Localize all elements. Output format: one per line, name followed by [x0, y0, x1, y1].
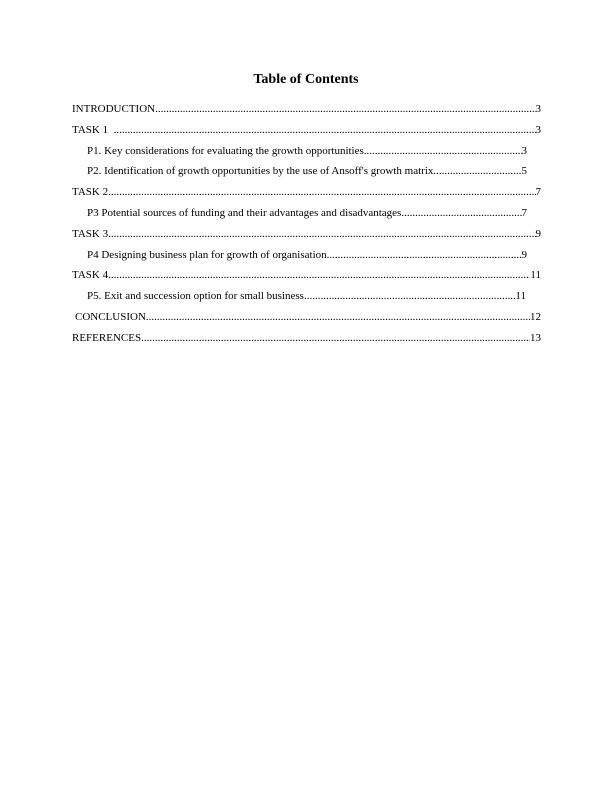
toc-dot-leader	[155, 101, 535, 117]
toc-entry-task-1[interactable]	[0, 122, 612, 143]
toc-entry-label: INTRODUCTION	[72, 103, 156, 115]
toc-entry-introduction[interactable]	[0, 101, 612, 122]
toc-entry-references[interactable]	[0, 330, 612, 351]
toc-entry-label: REFERENCES	[72, 331, 142, 344]
toc-entry-p3[interactable]	[0, 205, 612, 226]
toc-entry-label: P4 Designing business plan for growth of organisation	[87, 248, 327, 261]
toc-entry-page-number: 3	[535, 103, 541, 115]
toc-dot-leader	[114, 122, 536, 138]
toc-entry-task-2[interactable]	[0, 184, 612, 205]
toc-entry-label: P1. Key considerations for evaluating the growth opportunities	[87, 144, 364, 157]
toc-entry-task-3[interactable]	[0, 226, 612, 247]
toc-dot-leader	[327, 247, 522, 263]
toc-entry-label: TASK 4	[72, 269, 109, 282]
toc-entry-page-number: 12	[530, 310, 541, 323]
toc-entry-page-number: 11	[530, 269, 541, 282]
toc-entry-page-number: 7	[521, 206, 527, 219]
table-of-contents	[0, 101, 612, 351]
toc-dot-leader	[146, 309, 530, 325]
toc-dot-leader	[141, 330, 530, 346]
toc-entry-label: CONCLUSION	[75, 310, 146, 323]
toc-entry-p1[interactable]	[0, 143, 612, 164]
toc-entry-page-number: 11	[515, 290, 526, 303]
toc-entry-task-4[interactable]	[0, 267, 612, 288]
toc-entry-label: TASK 2	[72, 186, 109, 199]
toc-dot-leader	[401, 205, 521, 221]
toc-entry-page-number: 9	[535, 227, 541, 240]
toc-entry-conclusion[interactable]	[0, 309, 612, 330]
toc-dot-leader	[108, 184, 535, 200]
toc-dot-leader	[364, 143, 522, 159]
toc-entry-label: P5. Exit and succession option for small business	[87, 290, 304, 303]
toc-entry-page-number: 9	[521, 248, 527, 261]
toc-entry-page-number: 7	[535, 186, 541, 199]
toc-dot-leader	[108, 226, 535, 242]
toc-entry-label: P3 Potential sources of funding and their advantages and disadvantages	[87, 206, 402, 219]
toc-title: Table of Contents	[253, 72, 359, 87]
toc-dot-leader	[433, 163, 521, 179]
toc-entry-page-number: 3	[535, 123, 541, 136]
toc-entry-page-number: 5	[521, 165, 527, 178]
toc-entry-page-number: 13	[530, 331, 541, 344]
toc-entry-label: TASK 1	[72, 123, 114, 136]
toc-entry-p5[interactable]	[0, 288, 612, 309]
toc-entry-p2[interactable]	[0, 163, 612, 184]
toc-entry-label: P2. Identification of growth opportunities by the use of Ansoff's growth matrix	[87, 165, 434, 178]
toc-entry-p4[interactable]	[0, 247, 612, 268]
toc-dot-leader	[304, 288, 515, 304]
toc-entry-page-number: 3	[521, 144, 527, 157]
toc-dot-leader	[108, 267, 530, 283]
toc-entry-label: TASK 3	[72, 227, 109, 240]
